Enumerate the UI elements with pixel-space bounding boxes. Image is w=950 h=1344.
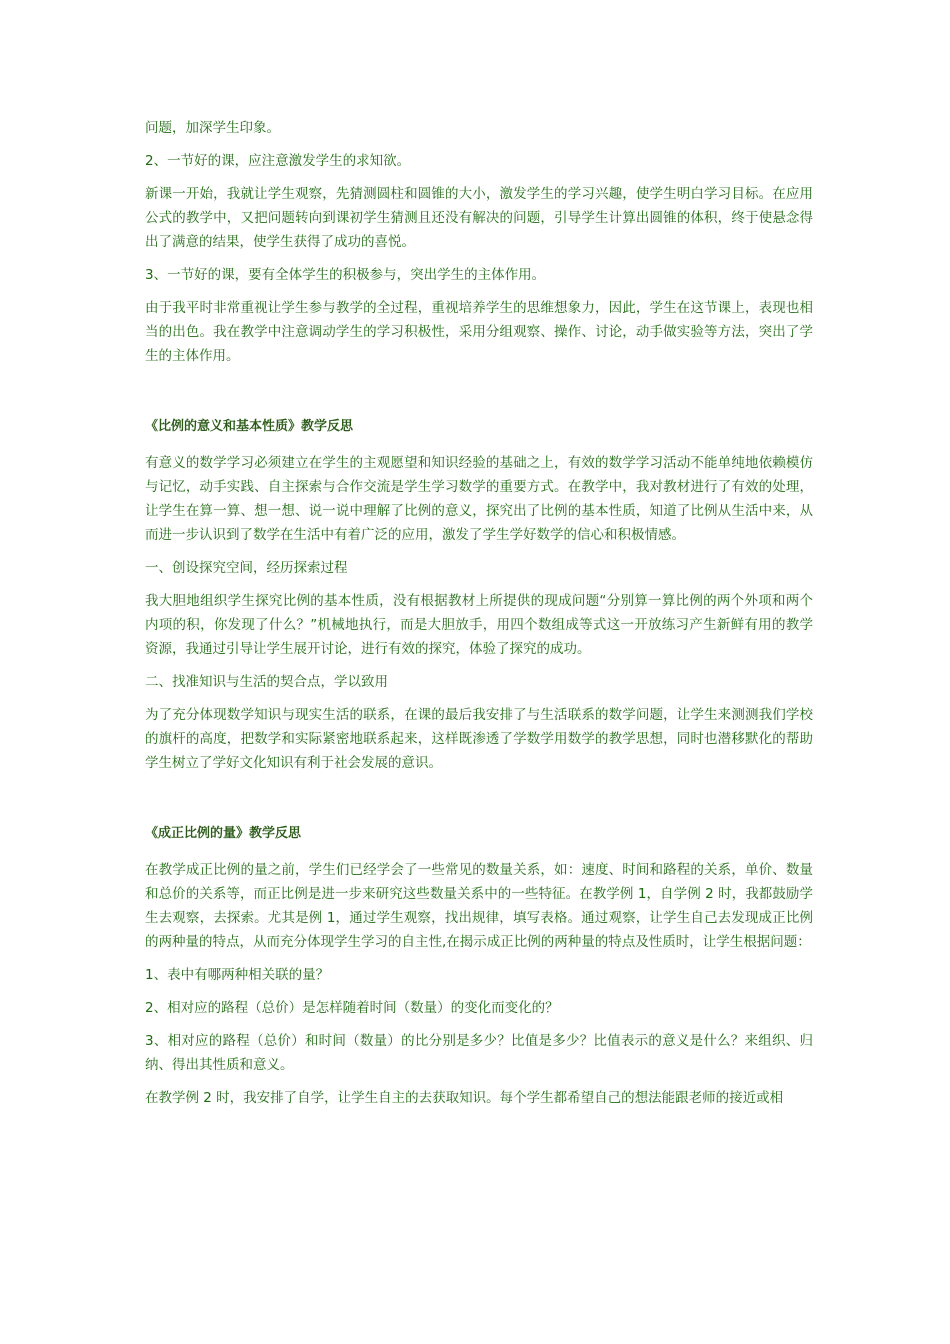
paragraph: 我大胆地组织学生探究比例的基本性质，没有根据教材上所提供的现成问题“分别算一算比例的两个外项和两个内项的积，你发现了什么？”机械地执行，而是大胆放手，用四个数组成等式这一开放练习产生新鲜有用的教学资源，我通过引导让学生展开讨论，进行有效的探究，体验了探究的成功。 xyxy=(145,593,813,657)
subheading: 一、创设探究空间，经历探索过程 xyxy=(145,560,348,576)
document-page xyxy=(145,116,813,1119)
paragraph: 有意义的数学学习必须建立在学生的主观愿望和知识经验的基础之上，有效的数学学习活动不能单纯地依赖模仿与记忆，动手实践、自主探索与合作交流是学生学习数学的重要方式。在教学中，我对教材进行了有效的处理，让学生在算一算、想一想、说一说中理解了比例的意义，探究出了比例的基本性质，知道了比例从生活中来，从而进一步认识到了数学在生活中有着广泛的应用，激发了学生学好数学的信心和积极情感。 xyxy=(145,455,813,543)
paragraph: 3、一节好的课，要有全体学生的积极参与，突出学生的主体作用。 xyxy=(145,267,546,283)
question-item: 1、表中有哪两种相关联的量？ xyxy=(145,967,330,983)
paragraph: 新课一开始，我就让学生观察，先猜测圆柱和圆锥的大小，激发学生的学习兴趣，使学生明白学习目标。在应用公式的教学中，又把问题转向到课初学生猜测且还没有解决的问题，引导学生计算出圆锥的体积，终于使悬念得出了满意的结果，使学生获得了成功的喜悦。 xyxy=(145,186,813,250)
paragraph: 为了充分体现数学知识与现实生活的联系，在课的最后我安排了与生活联系的数学问题，让学生来测测我们学校的旗杆的高度，把数学和实际紧密地联系起来，这样既渗透了学数学用数学的教学思想，同时也潜移默化的帮助学生树立了学好文化知识有利于社会发展的意识。 xyxy=(145,707,813,771)
paragraph: 在教学成正比例的量之前，学生们已经学会了一些常见的数量关系，如：速度、时间和路程的关系，单价、数量和总价的关系等，而正比例是进一步来研究这些数量关系中的一些特征。在教学例 1，自学例 2 时，我都鼓励学生去观察，去探索。尤其是例 1，通过学生观察，找出规律，填写表格。通过观察，让学生自己去发现成正比例的两种量的特点，从而充分体现学生学习的自主性,在揭示成正比例的两种量的特点及性质时，让学生根据问题： xyxy=(145,862,813,950)
section-title: 《成正比例的量》教学反思 xyxy=(145,826,302,841)
section-title: 《比例的意义和基本性质》教学反思 xyxy=(145,419,354,434)
paragraph: 由于我平时非常重视让学生参与教学的全过程，重视培养学生的思维想象力，因此，学生在这节课上，表现也相当的出色。我在教学中注意调动学生的学习积极性，采用分组观察、操作、讨论，动手做实验等方法，突出了学生的主体作用。 xyxy=(145,300,813,364)
section-spacer xyxy=(145,377,813,415)
paragraph: 问题，加深学生印象。 xyxy=(145,120,280,136)
section-spacer xyxy=(145,784,813,822)
paragraph: 在教学例 2 时，我安排了自学，让学生自主的去获取知识。每个学生都希望自己的想法能跟老师的接近或相 xyxy=(145,1090,784,1106)
question-item: 3、相对应的路程（总价）和时间（数量）的比分别是多少？比值是多少？比值表示的意义是什么？来组织、归纳、得出其性质和意义。 xyxy=(145,1033,813,1073)
subheading: 二、找准知识与生活的契合点，学以致用 xyxy=(145,674,388,690)
question-item: 2、相对应的路程（总价）是怎样随着时间（数量）的变化而变化的？ xyxy=(145,1000,559,1016)
paragraph: 2、一节好的课，应注意激发学生的求知欲。 xyxy=(145,153,411,169)
